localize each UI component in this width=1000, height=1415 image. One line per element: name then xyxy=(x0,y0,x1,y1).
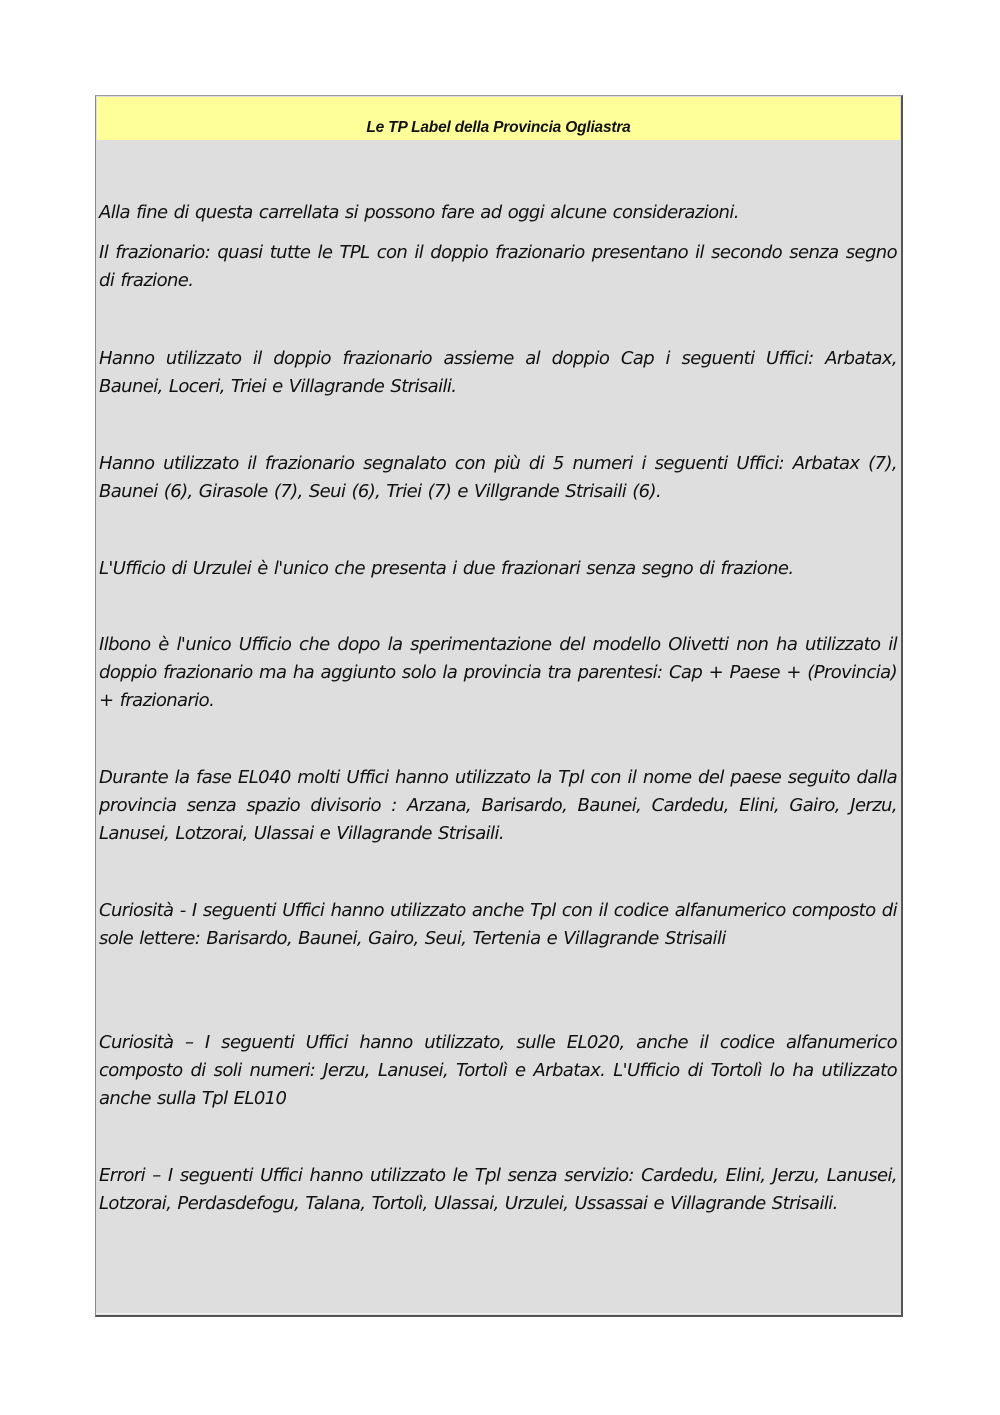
paragraph-frazionario: Il frazionario: quasi tutte le TPL con il doppio frazionario presentano il secondo senza segno di frazione. xyxy=(99,242,897,291)
paragraph-el040: Durante la fase EL040 molti Uffici hanno utilizzato la Tpl con il nome del paese seguito dalla provincia senza spazio divisorio : Arzana, Barisardo, Baunei, Cardedu, Elini, Gairo, Jerzu, Lanusei, Lotzorai, Ulassai e Villagrande Strisaili. xyxy=(99,767,897,844)
paragraph-curiosita-numeri: Curiosità – I seguenti Uffici hanno utilizzato, sulle EL020, anche il codice alfanumerico composto di soli numeri: Jerzu, Lanusei, Tortolì e Arbatax. L'Ufficio di Tortolì lo ha utilizzato anche sulla Tpl EL010 xyxy=(99,1032,897,1109)
paragraph-doppio-cap: Hanno utilizzato il doppio frazionario assieme al doppio Cap i seguenti Uffici: Arbatax, Baunei, Loceri, Triei e Villagrande Strisaili. xyxy=(99,348,897,397)
paragraph-ilbono: Ilbono è l'unico Ufficio che dopo la sperimentazione del modello Olivetti non ha utilizzato il doppio frazionario ma ha aggiunto solo la provincia tra parentesi: Cap + Paese + (Provincia) + frazionario. xyxy=(99,634,897,711)
title-bar xyxy=(97,97,900,140)
paragraph-curiosita-lettere: Curiosità - I seguenti Uffici hanno utilizzato anche Tpl con il codice alfanumerico composto di sole lettere: Barisardo, Baunei, Gairo, Seui, Tertenia e Villagrande Strisaili xyxy=(99,900,897,949)
paragraph-piu-numeri: Hanno utilizzato il frazionario segnalato con più di 5 numeri i seguenti Uffici: Arbatax (7), Baunei (6), Girasole (7), Seui (6), Triei (7) e Villgrande Strisaili (6). xyxy=(99,453,897,502)
document-title: Le TP Label della Provincia Ogliastra xyxy=(366,119,631,136)
paragraph-errori: Errori – I seguenti Uffici hanno utilizzato le Tpl senza servizio: Cardedu, Elini, Jerzu, Lanusei, Lotzorai, Perdasdefogu, Talana, Tortolì, Ulassai, Urzulei, Ussassai e Villagrande Strisaili. xyxy=(99,1165,897,1214)
paragraph-intro: Alla fine di questa carrellata si possono fare ad oggi alcune considerazioni. xyxy=(99,202,739,223)
bottom-divider xyxy=(96,1313,901,1314)
paragraph-urzulei: L'Ufficio di Urzulei è l'unico che presenta i due frazionari senza segno di frazione. xyxy=(99,558,794,579)
document-sheet xyxy=(95,95,903,1317)
